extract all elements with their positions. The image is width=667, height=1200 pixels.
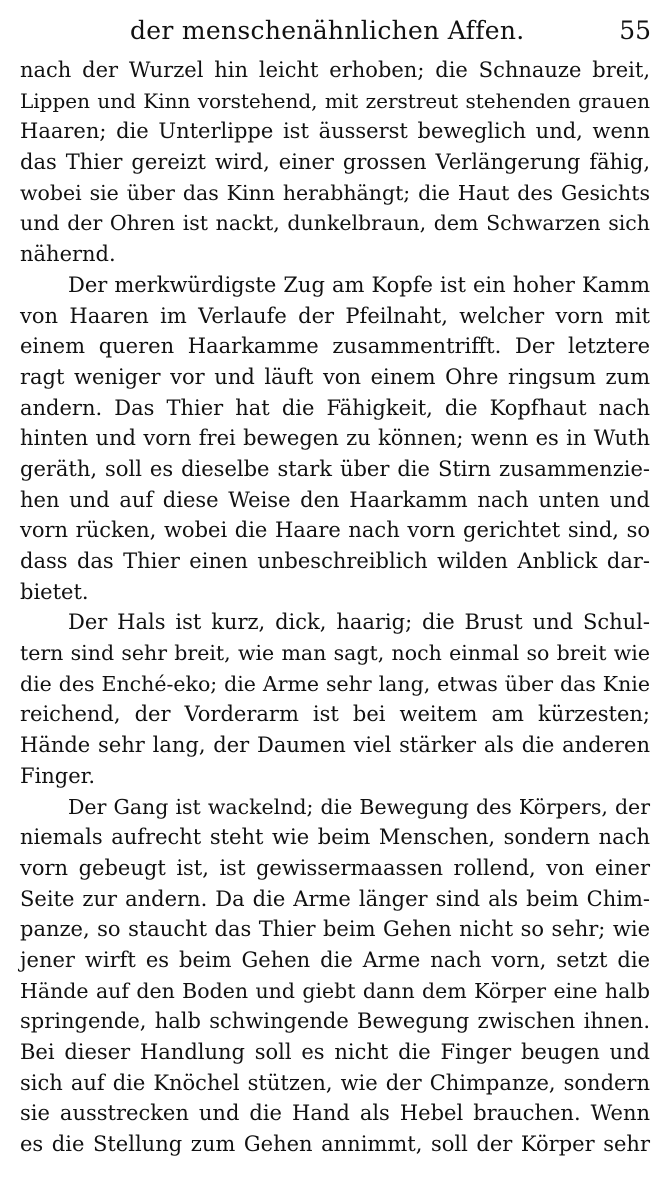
text-line: einem queren Haarkamme zusammentrifft. Der letztere <box>20 334 650 359</box>
text-line: vorn gebeugt ist, ist gewissermaassen rollend, von einer <box>20 855 650 880</box>
text-line: sie ausstrecken und die Hand als Hebel brauchen. Wenn <box>20 1101 650 1126</box>
text-line: Der Hals ist kurz, dick, haarig; die Brust und Schul- <box>68 610 650 635</box>
text-line: panze, so staucht das Thier beim Gehen nicht so sehr; wie <box>20 917 650 942</box>
text-line: vorn rücken, wobei die Haare nach vorn gerichtet sind, so <box>20 518 650 543</box>
text-line: hen und auf diese Weise den Haarkamm nach unten und <box>20 487 650 512</box>
text-line: bietet. <box>20 579 89 604</box>
text-line: es die Stellung zum Gehen annimmt, soll der Körper sehr <box>20 1132 650 1157</box>
text-line: geräth, soll es dieselbe stark über die Stirn zusammenzie- <box>20 456 650 481</box>
text-line: Der Gang ist wackelnd; die Bewegung des Körpers, der <box>68 794 650 819</box>
text-line: Seite zur andern. Da die Arme länger sind als beim Chim- <box>20 886 650 911</box>
text-line: nach der Wurzel hin leicht erhoben; die Schnauze breit, <box>20 58 650 82</box>
text-line: Hände auf den Boden und giebt dann dem Körper eine halb <box>20 978 650 1003</box>
text-line: Bei dieser Handlung soll es nicht die Finger beugen und <box>20 1040 650 1064</box>
text-line: Der merkwürdigste Zug am Kopfe ist ein hoher Kamm <box>68 272 650 297</box>
text-line: springende, halb schwingende Bewegung zwischen ihnen. <box>20 1009 650 1034</box>
page-number: 55 <box>619 16 651 45</box>
text-line: niemals aufrecht steht wie beim Menschen, sondern nach <box>20 825 650 850</box>
body-text <box>20 55 650 1160</box>
text-line: jener wirft es beim Gehen die Arme nach vorn, setzt die <box>20 947 650 972</box>
running-title: der menschenähnlichen Affen. <box>130 16 525 45</box>
text-line: das Thier gereizt wird, einer grossen Verlängerung fähig, <box>20 150 650 175</box>
text-line: und der Ohren ist nackt, dunkelbraun, dem Schwarzen sich <box>20 211 650 236</box>
text-line: hinten und vorn frei bewegen zu können; wenn es in Wuth <box>20 426 650 451</box>
text-line: nähernd. <box>20 242 116 267</box>
text-line: Hände sehr lang, der Daumen viel stärker als die anderen <box>20 733 650 758</box>
text-line: andern. Das Thier hat die Fähigkeit, die Kopfhaut nach <box>20 395 650 420</box>
text-line: die des Enché-eko; die Arme sehr lang, etwas über das Knie <box>20 671 650 696</box>
text-line: Finger. <box>20 763 96 788</box>
text-line: tern sind sehr breit, wie man sagt, noch einmal so breit wie <box>20 641 650 666</box>
text-line: Lippen und Kinn vorstehend, mit zerstreut stehenden grauen <box>20 88 650 113</box>
text-line: Haaren; die Unterlippe ist äusserst beweglich und, wenn <box>20 119 650 144</box>
text-line: reichend, der Vorderarm ist bei weitem am kürzesten; <box>20 702 650 727</box>
text-line: von Haaren im Verlaufe der Pfeilnaht, welcher vorn mit <box>20 303 650 328</box>
text-line: dass das Thier einen unbeschreiblich wilden Anblick dar- <box>20 549 650 573</box>
text-line: ragt weniger vor und läuft von einem Ohre ringsum zum <box>20 364 650 389</box>
text-line: sich auf die Knöchel stützen, wie der Chimpanze, sondern <box>20 1070 650 1095</box>
page-header <box>0 16 667 50</box>
text-line: wobei sie über das Kinn herabhängt; die Haut des Gesichts <box>20 180 650 205</box>
